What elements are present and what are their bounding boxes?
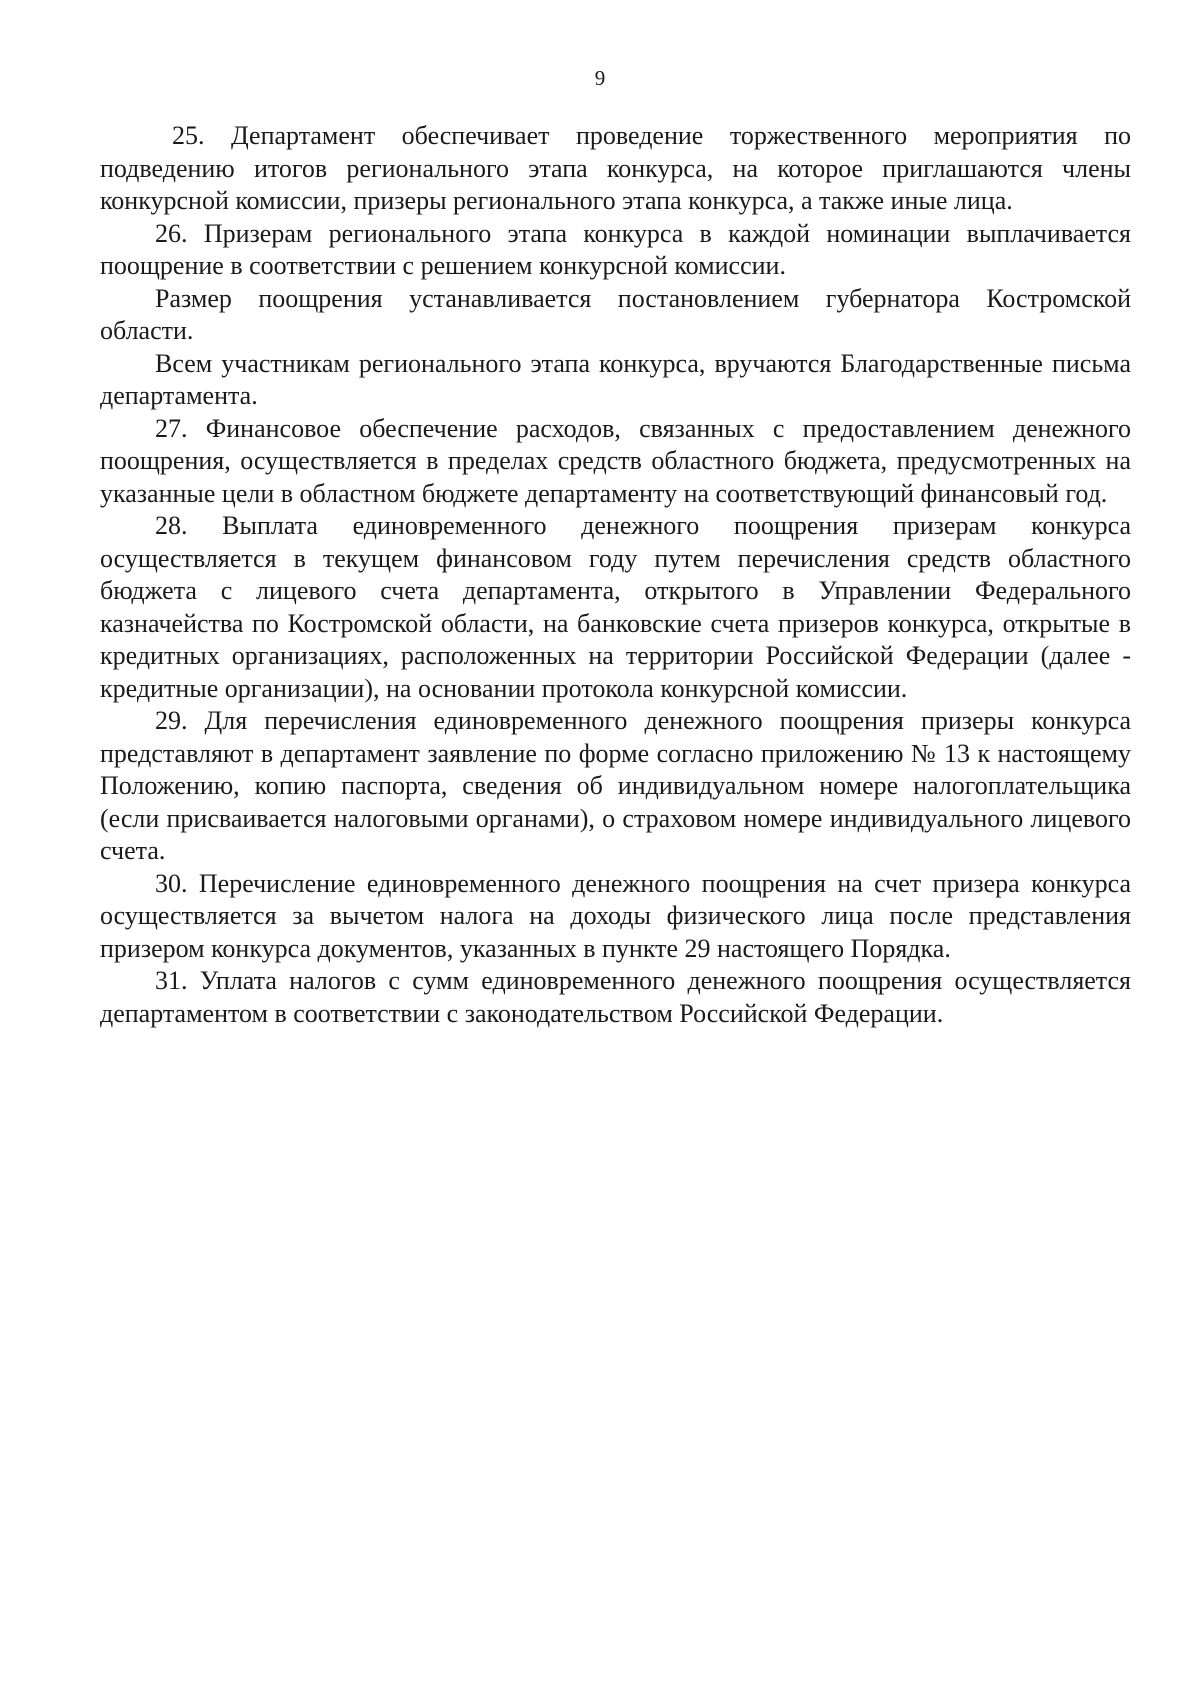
paragraph-28: 28. Выплата единовременного денежного поощрения призерам конкурса осуществляется в текущем финансовом году путем перечисления средств областного бюджета с лицевого счета департамента, открытого в Управлении Федерального казначейства по Костромской области, на банковские счета призеров конкурса, открытые в кредитных организациях, расположенных на территории Российской Федерации (далее - кредитные организации), на основании протокола конкурсной комиссии. bbox=[100, 511, 1131, 703]
paragraph-30: 30. Перечисление единовременного денежного поощрения на счет призера конкурса осуществляется за вычетом налога на доходы физического лица после представления призером конкурса документов, указанных в пункте 29 настоящего Порядка. bbox=[100, 868, 1131, 963]
paragraph-27: 27. Финансовое обеспечение расходов, связанных с предоставлением денежного поощрения, осуществляется в пределах средств областного бюджета, предусмотренных на указанные цели в областном бюджете департаменту на соответствующий финансовый год. bbox=[100, 413, 1131, 508]
page-number: 9 bbox=[594, 66, 606, 90]
paragraph-thank-you-letters: Всем участникам регионального этапа конкурса, вручаются Благодарственные письма департамента. bbox=[100, 348, 1131, 410]
paragraph-reward-size: Размер поощрения устанавливается постановлением губернатора Костромской области. bbox=[100, 283, 1131, 345]
paragraph-31: 31. Уплата налогов с сумм единовременного денежного поощрения осуществляется департаментом в соответствии с законодательством Российской Федерации. bbox=[100, 966, 1131, 1028]
paragraph-25: 25. Департамент обеспечивает проведение торжественного мероприятия по подведению итогов регионального этапа конкурса, на которое приглашаются члены конкурсной комиссии, призеры регионального этапа конкурса, а также иные лица. bbox=[100, 121, 1131, 215]
document-body bbox=[100, 120, 1131, 1030]
paragraph-26: 26. Призерам регионального этапа конкурса в каждой номинации выплачивается поощрение в соответствии с решением конкурсной комиссии. bbox=[100, 218, 1131, 280]
paragraph-29: 29. Для перечисления единовременного денежного поощрения призеры конкурса представляют в департамент заявление по форме согласно приложению № 13 к настоящему Положению, копию паспорта, сведения об индивидуальном номере налогоплательщика (если присваивается налоговыми органами), о страховом номере индивидуального лицевого счета. bbox=[100, 706, 1131, 865]
